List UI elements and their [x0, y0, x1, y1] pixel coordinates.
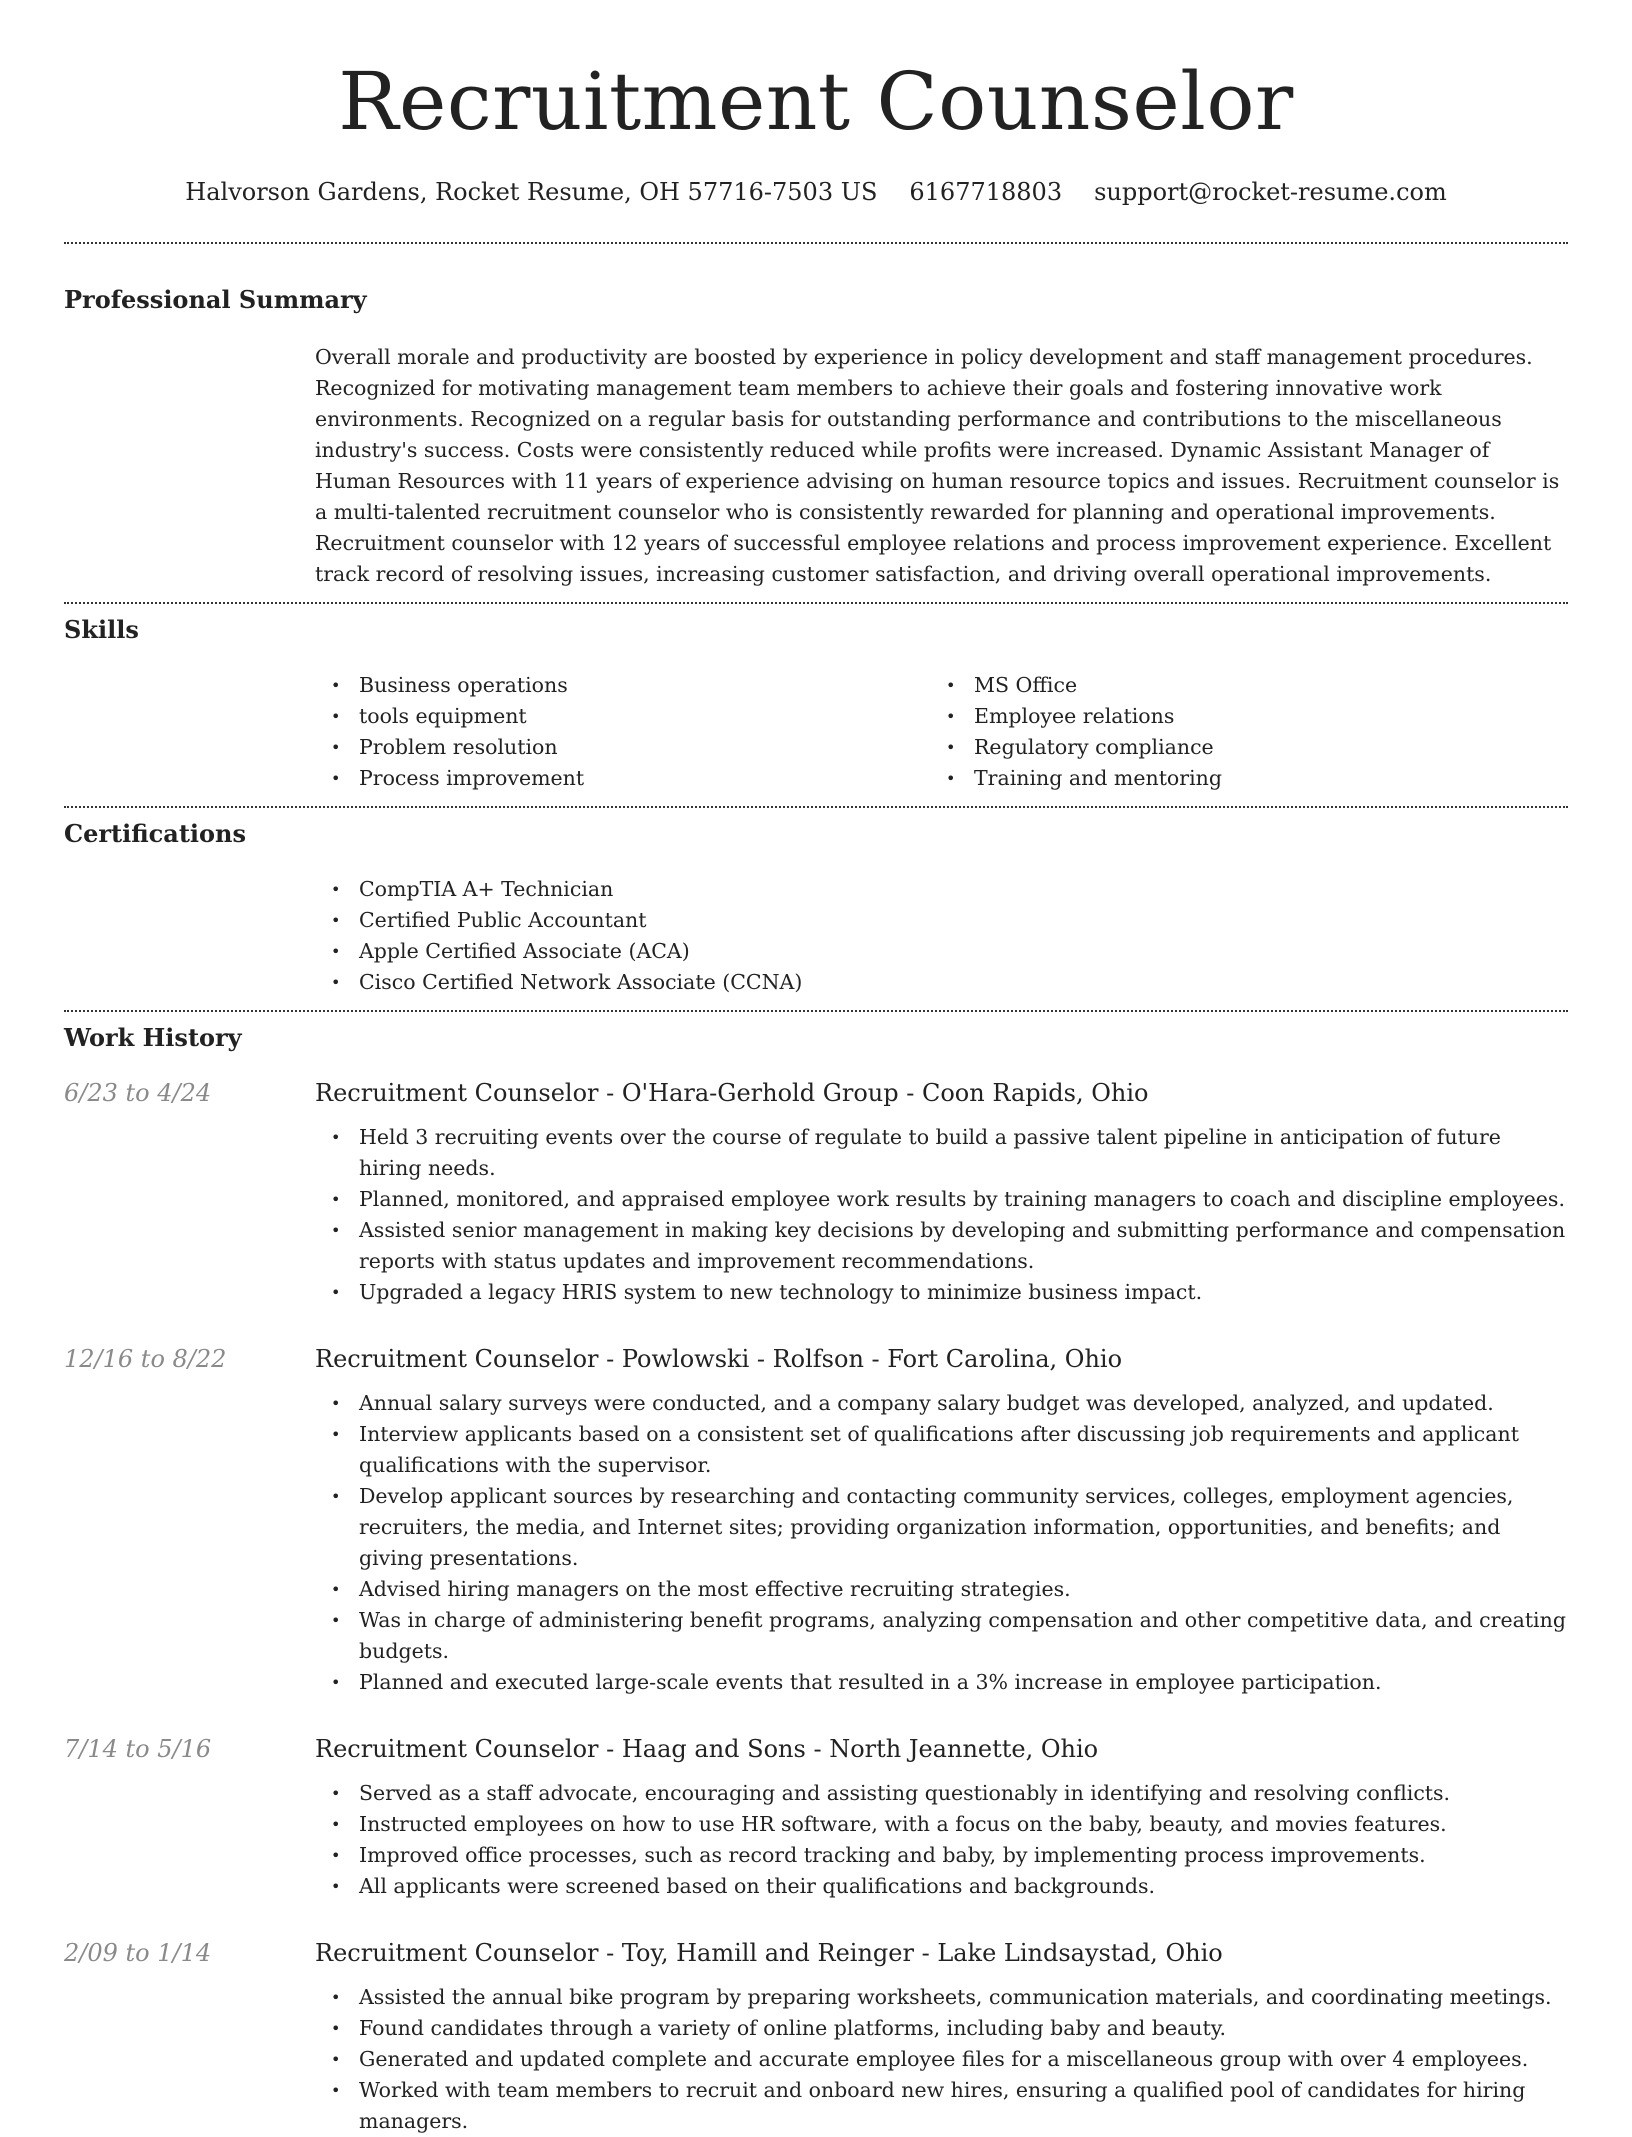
- job-entry: [64, 1732, 1568, 1902]
- job-heading: Recruitment Counselor - O'Hara-Gerhold Group - Coon Rapids, Ohio: [315, 1079, 1149, 1107]
- job-dates: 6/23 to 4/24: [64, 1079, 212, 1107]
- job-entry: [64, 1936, 1568, 2137]
- job-bullet: • All applicants were screened based on their qualifications and backgrounds.: [315, 1871, 1568, 1902]
- job-bullet: • Worked with team members to recruit and onboard new hires, ensuring a qualified pool of candidates for hiring managers.: [315, 2075, 1568, 2137]
- job-bullet: • Develop applicant sources by researching and contacting community services, colleges, employment agencies, recruiters, the media, and Internet sites; providing organization information, opportunities, and benefits; and giving presentations.: [315, 1481, 1568, 1574]
- skills-column-left: [315, 670, 930, 794]
- job-bullet: • Held 3 recruiting events over the course of regulate to build a passive talent pipeline in anticipation of future hiring needs.: [315, 1122, 1568, 1184]
- job-heading: Recruitment Counselor - Haag and Sons - North Jeannette, Ohio: [315, 1735, 1099, 1763]
- job-body: [315, 1342, 1568, 1698]
- section-divider: [64, 242, 1568, 244]
- contact-info: [64, 176, 1568, 208]
- job-bullets: [315, 1122, 1568, 1308]
- section-divider: [64, 602, 1568, 604]
- job-entry: [64, 1076, 1568, 1308]
- job-dates: 2/09 to 1/14: [64, 1939, 212, 1967]
- certification-item: • Cisco Certified Network Associate (CCNA): [315, 967, 1568, 998]
- summary-heading: Professional Summary: [64, 285, 367, 314]
- skill-item: • Process improvement: [315, 763, 930, 794]
- job-body: [315, 1732, 1568, 1902]
- skill-item: • tools equipment: [315, 701, 930, 732]
- job-bullet: • Generated and updated complete and accurate employee files for a miscellaneous group with over 4 employees.: [315, 2044, 1568, 2075]
- certifications-heading: Certifications: [64, 819, 247, 848]
- section-divider: [64, 806, 1568, 808]
- skill-item: • Business operations: [315, 670, 930, 701]
- job-dates: 7/14 to 5/16: [64, 1735, 212, 1763]
- skills-column-right: [930, 670, 1545, 794]
- job-bullet: • Advised hiring managers on the most effective recruiting strategies.: [315, 1574, 1568, 1605]
- job-bullet: • Planned and executed large-scale events that resulted in a 3% increase in employee participation.: [315, 1667, 1568, 1698]
- job-bullet: • Upgraded a legacy HRIS system to new technology to minimize business impact.: [315, 1277, 1568, 1308]
- skill-item: • Problem resolution: [315, 732, 930, 763]
- job-body: [315, 1936, 1568, 2137]
- work-history-heading: Work History: [64, 1023, 242, 1052]
- job-bullet: • Interview applicants based on a consistent set of qualifications after discussing job requirements and applicant qualifications with the supervisor.: [315, 1419, 1568, 1481]
- job-bullet: • Found candidates through a variety of online platforms, including baby and beauty.: [315, 2013, 1568, 2044]
- job-bullet: • Annual salary surveys were conducted, and a company salary budget was developed, analyzed, and updated.: [315, 1388, 1568, 1419]
- job-bullets: [315, 1982, 1568, 2137]
- skills-list: [315, 670, 1568, 794]
- job-entry: [64, 1342, 1568, 1698]
- job-bullets: [315, 1388, 1568, 1698]
- skill-item: • MS Office: [930, 670, 1545, 701]
- job-bullet: • Assisted the annual bike program by preparing worksheets, communication materials, and coordinating meetings.: [315, 1982, 1568, 2013]
- resume-page: [64, 0, 1568, 2133]
- certification-item: • Certified Public Accountant: [315, 905, 1568, 936]
- summary-text: Overall morale and productivity are boosted by experience in policy development and staff management procedures. Recognized for motivating management team members to achieve their goals and fostering innovative work environments. Recognized on a regular basis for outstanding performance and contributions to the miscellaneous industry's success. Costs were consistently reduced while profits were increased. Dynamic Assistant Manager of Human Resources with 11 years of experience advising on human resource topics and issues. Recruitment counselor is a multi-talented recruitment counselor who is consistently rewarded for planning and operational improvements. Recruitment counselor with 12 years of successful employee relations and process improvement experience. Excellent track record of resolving issues, increasing customer satisfaction, and driving overall operational improvements.: [315, 345, 1560, 586]
- section-divider: [64, 1010, 1568, 1012]
- certification-item: • Apple Certified Associate (ACA): [315, 936, 1568, 967]
- skill-item: • Employee relations: [930, 701, 1545, 732]
- job-heading: Recruitment Counselor - Powlowski - Rolfson - Fort Carolina, Ohio: [315, 1345, 1123, 1373]
- job-bullet: • Improved office processes, such as record tracking and baby, by implementing process improvements.: [315, 1840, 1568, 1871]
- certifications-list: [315, 874, 1568, 998]
- job-bullet: • Served as a staff advocate, encouraging and assisting questionably in identifying and resolving conflicts.: [315, 1778, 1568, 1809]
- skill-item: • Training and mentoring: [930, 763, 1545, 794]
- job-heading: Recruitment Counselor - Toy, Hamill and Reinger - Lake Lindsaystad, Ohio: [315, 1939, 1223, 1967]
- skills-heading: Skills: [64, 615, 139, 644]
- address-text: Halvorson Gardens, Rocket Resume, OH 57716-7503 US: [185, 178, 878, 206]
- job-bullet: • Assisted senior management in making key decisions by developing and submitting performance and compensation reports with status updates and improvement recommendations.: [315, 1215, 1568, 1277]
- job-body: [315, 1076, 1568, 1308]
- skill-item: • Regulatory compliance: [930, 732, 1545, 763]
- phone-text: 6167718803: [909, 178, 1063, 206]
- email-text: support@rocket-resume.com: [1094, 178, 1447, 206]
- job-bullets: [315, 1778, 1568, 1902]
- job-dates: 12/16 to 8/22: [64, 1345, 227, 1373]
- certification-item: • CompTIA A+ Technician: [315, 874, 1568, 905]
- job-bullet: • Was in charge of administering benefit programs, analyzing compensation and other competitive data, and creating budgets.: [315, 1605, 1568, 1667]
- page-title: Recruitment Counselor: [338, 55, 1294, 148]
- job-bullet: • Instructed employees on how to use HR software, with a focus on the baby, beauty, and movies features.: [315, 1809, 1568, 1840]
- job-bullet: • Planned, monitored, and appraised employee work results by training managers to coach and discipline employees.: [315, 1184, 1568, 1215]
